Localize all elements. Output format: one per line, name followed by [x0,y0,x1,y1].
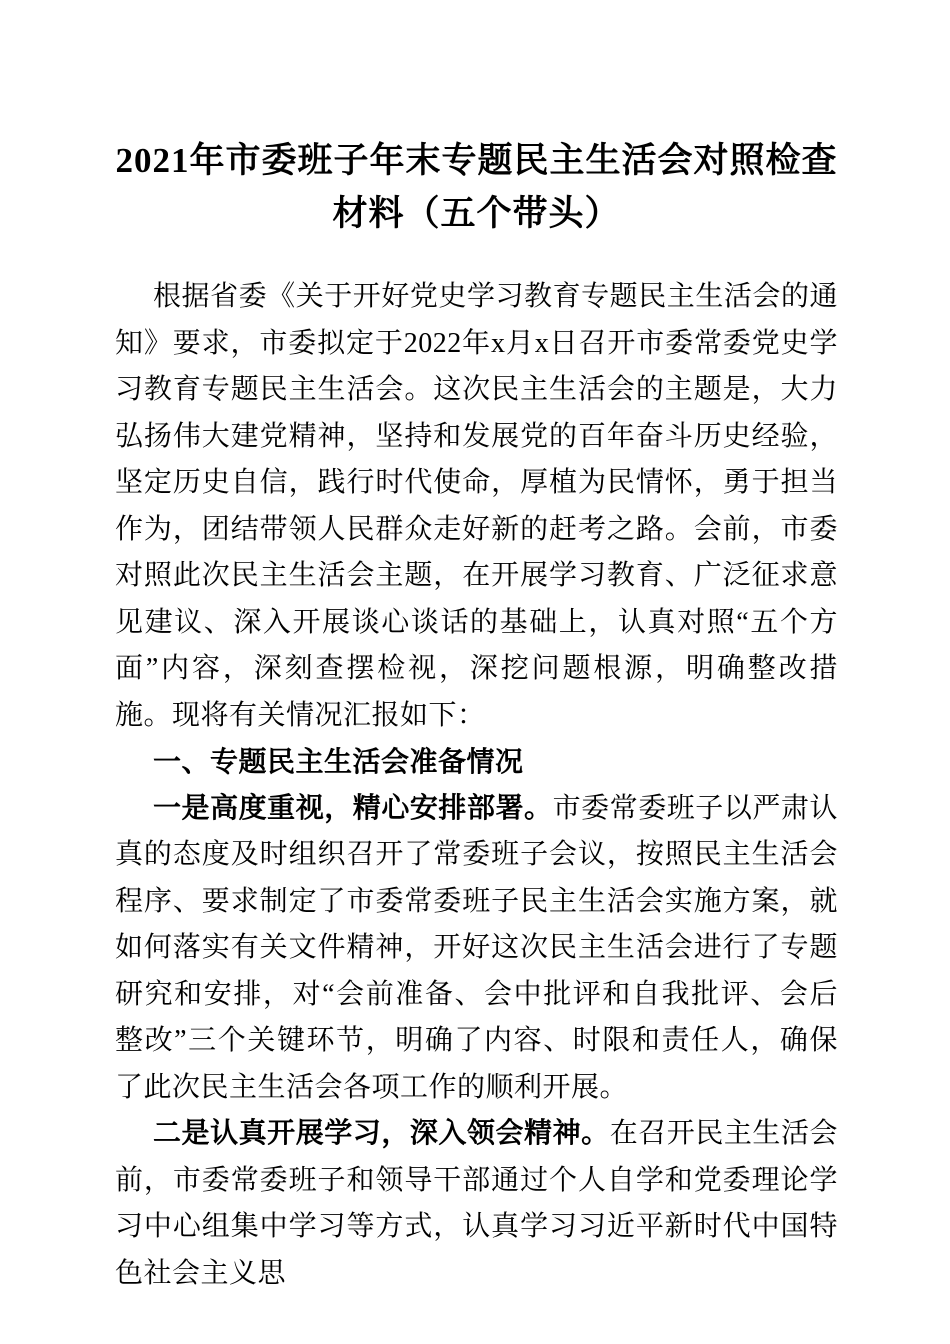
point-1-lead-phrase: 一是高度重视，精心安排部署。 [153,792,553,824]
section-1-point-2 [115,1111,838,1297]
document-title: 2021年市委班子年末专题民主生活会对照检查材料（五个带头） [115,141,838,233]
point-1-text: 市委常委班子以严肃认真的态度及时组织召开了常委班子会议，按照民主生活会程序、要求制定了市委常委班子民主生活会实施方案，就如何落实有关文件精神，开好这次民主生活会进行了专题研究和安排，对“会前准备、会中批评和自我批评、会后整改”三个关键环节，明确了内容、时限和责任人，确保了此次民主生活会各项工作的顺利开展。 [115,792,838,1103]
point-2-lead-phrase: 二是认真开展学习，深入领会精神。 [153,1118,610,1149]
intro-paragraph: 根据省委《关于开好党史学习教育专题民主生活会的通知》要求，市委拟定于2022年x月x日召开市委常委党史学习教育专题民主生活会。这次民主生活会的主题是，大力弘扬伟大建党精神，坚持和发展党的百年奋斗历史经验，坚定历史自信，践行时代使命，厚植为民情怀，勇于担当作为，团结带领人民群众走好新的赶考之路。会前，市委对照此次民主生活会主题，在开展学习教育、广泛征求意见建议、深入开展谈心谈话的基础上，认真对照“五个方面”内容，深刻查摆检视，深挖问题根源，明确整改措施。现将有关情况汇报如下： [115,281,838,731]
section-heading-1: 一、专题民主生活会准备情况 [153,746,524,777]
section-1-point-1 [115,786,838,1112]
point-2-text: 在召开民主生活会前，市委常委班子和领导干部通过个人自学和党委理论学习中心组集中学习等方式，认真学习习近平新时代中国特色社会主义思 [115,1118,838,1289]
